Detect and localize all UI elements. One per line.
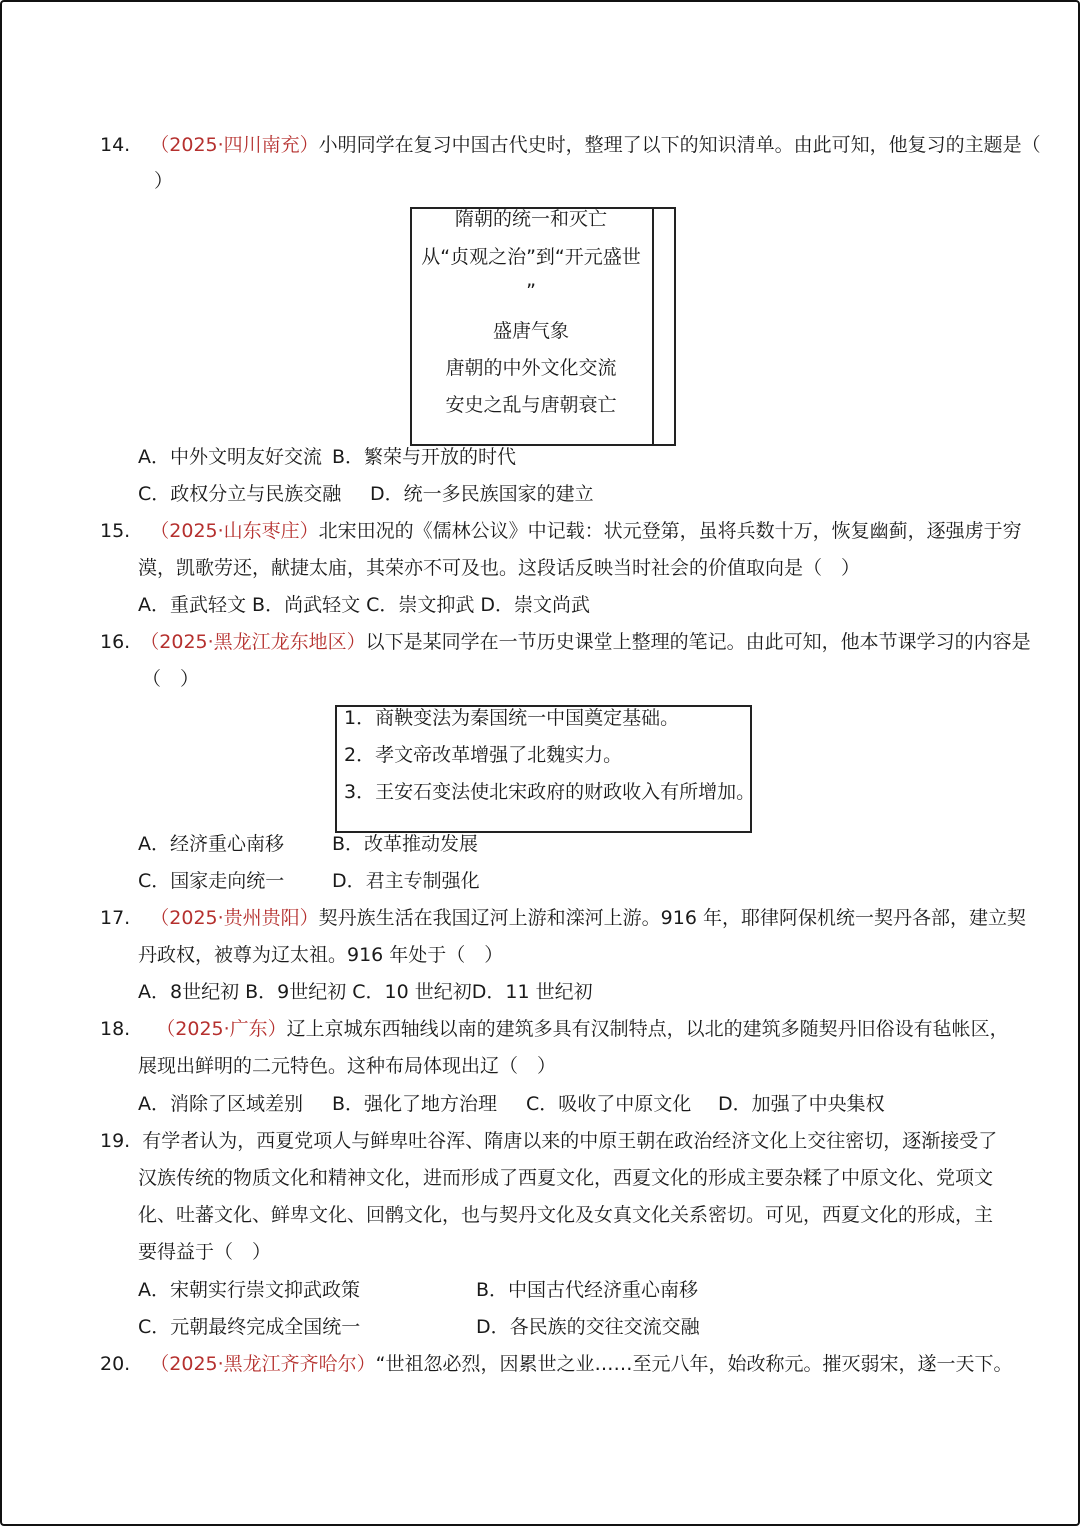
- q18-stem-2: 展现出鲜明的二元特色。这种布局体现出辽（ ）: [138, 1055, 557, 1077]
- q16-stem-2: （ ）: [142, 668, 200, 690]
- q19-option-d: D．各民族的交往交流交融: [476, 1316, 700, 1338]
- q14-box-item-2-cont: ”: [526, 280, 536, 302]
- q15-number: 15.: [100, 520, 131, 542]
- q14-box-item-1: 隋朝的统一和灭亡: [454, 208, 607, 230]
- q14-stem-2: ）: [154, 170, 174, 192]
- q15-stem-2: 漠，凯歌劳还，献捷太庙，其荣亦不可及也。这段话反映当时社会的价值取向是（ ）: [138, 557, 861, 579]
- q16-note-3: 3．王安石变法使北宋政府的财政收入有所增加。: [344, 781, 756, 803]
- q16-stem-1: 以下是某同学在一节历史课堂上整理的笔记。由此可知，他本节课学习的内容是: [365, 631, 1031, 653]
- q15-options: A．重武轻文 B．尚武轻文 C．崇文抑武 D．崇文尚武: [138, 594, 591, 616]
- q14-box-item-4: 唐朝的中外文化交流: [445, 357, 617, 379]
- q16-source: （2025·黑龙江龙东地区）: [140, 631, 366, 653]
- q15-stem-1: 北宋田况的《儒林公议》中记载：状元登第，虽将兵数十万，恢复幽蓟，逐强虏于穷: [318, 520, 1022, 542]
- q14-option-a: A．中外文明友好交流: [138, 446, 322, 468]
- q18-source: （2025·广东）: [156, 1018, 287, 1040]
- q16-note-1: 1．商鞅变法为秦国统一中国奠定基础。: [344, 707, 680, 729]
- q18-number: 18.: [100, 1018, 131, 1040]
- q14-option-b: B．繁荣与开放的时代: [332, 446, 517, 468]
- q14-option-c: C．政权分立与民族交融: [138, 483, 342, 505]
- q16-note-2: 2．孝文帝改革增强了北魏实力。: [344, 744, 623, 766]
- q20-number: 20.: [100, 1353, 131, 1375]
- q17-line-1: [100, 905, 1026, 931]
- q19-line-1: [100, 1128, 997, 1154]
- q19-option-c: C．元朝最终完成全国统一: [138, 1316, 361, 1338]
- q14-box-divider: [652, 209, 654, 444]
- q19-number: 19.: [100, 1130, 131, 1152]
- q19-option-b: B．中国古代经济重心南移: [476, 1279, 699, 1301]
- q14-box-item-5: 安史之乱与唐朝衰亡: [445, 394, 617, 416]
- q20-source: （2025·黑龙江齐齐哈尔）: [150, 1353, 376, 1375]
- q16-option-d: D．君主专制强化: [332, 870, 480, 892]
- q15-line-1: [100, 518, 1022, 544]
- q19-stem-1: 有学者认为，西夏党项人与鲜卑吐谷浑、隋唐以来的中原王朝在政治经济文化上交往密切，逐渐接受了: [142, 1130, 998, 1152]
- q14-source: （2025·四川南充）: [150, 134, 319, 156]
- q16-option-a: A．经济重心南移: [138, 833, 284, 855]
- q18-option-b: B．强化了地方治理: [332, 1093, 498, 1115]
- q18-line-1: [100, 1016, 1009, 1042]
- q17-stem-1: 契丹族生活在我国辽河上游和滦河上游。916 年，耶律阿保机统一契丹各部，建立契: [318, 907, 1026, 929]
- q14-stem-1: 小明同学在复习中国古代史时，整理了以下的知识清单。由此可知，他复习的主题是（: [318, 134, 1041, 156]
- q17-stem-2: 丹政权，被尊为辽太祖。916 年处于（ ）: [138, 944, 504, 966]
- q19-stem-2: 汉族传统的物质文化和精神文化，进而形成了西夏文化，西夏文化的形成主要杂糅了中原文化、党项文: [138, 1167, 994, 1189]
- q17-source: （2025·贵州贵阳）: [150, 907, 319, 929]
- q20-line-1: [100, 1351, 1013, 1377]
- q14-line-1: [100, 132, 1041, 158]
- q19-stem-3: 化、吐蕃文化、鲜卑文化、回鹘文化，也与契丹文化及女真文化关系密切。可见，西夏文化的形成，主: [138, 1204, 994, 1226]
- q16-number: 16.: [100, 631, 131, 653]
- q16-option-c: C．国家走向统一: [138, 870, 285, 892]
- q19-option-a: A．宋朝实行崇文抑武政策: [138, 1279, 360, 1301]
- q17-options: A．8世纪初 B．9世纪初 C．10 世纪初D．11 世纪初: [138, 981, 593, 1003]
- q17-number: 17.: [100, 907, 131, 929]
- q18-option-a: A．消除了区域差别: [138, 1093, 303, 1115]
- q18-stem-1: 辽上京城东西轴线以南的建筑多具有汉制特点，以北的建筑多随契丹旧俗设有毡帐区，: [286, 1018, 1009, 1040]
- q14-number: 14.: [100, 134, 131, 156]
- q18-option-c: C．吸收了中原文化: [526, 1093, 692, 1115]
- q19-stem-4: 要得益于（ ）: [138, 1241, 272, 1263]
- q14-box-item-3: 盛唐气象: [492, 320, 569, 342]
- q18-option-d: D．加强了中央集权: [718, 1093, 885, 1115]
- q14-box-item-2: 从“贞观之治”到“开元盛世: [421, 246, 641, 268]
- q16-line-1: [100, 629, 1031, 655]
- q16-option-b: B．改革推动发展: [332, 833, 479, 855]
- q14-option-d: D．统一多民族国家的建立: [370, 483, 594, 505]
- q15-source: （2025·山东枣庄）: [150, 520, 319, 542]
- q20-stem-1: “世祖忽必烈，因累世之业……至元八年，始改称元。摧灭弱宋，遂一天下。: [375, 1353, 1013, 1375]
